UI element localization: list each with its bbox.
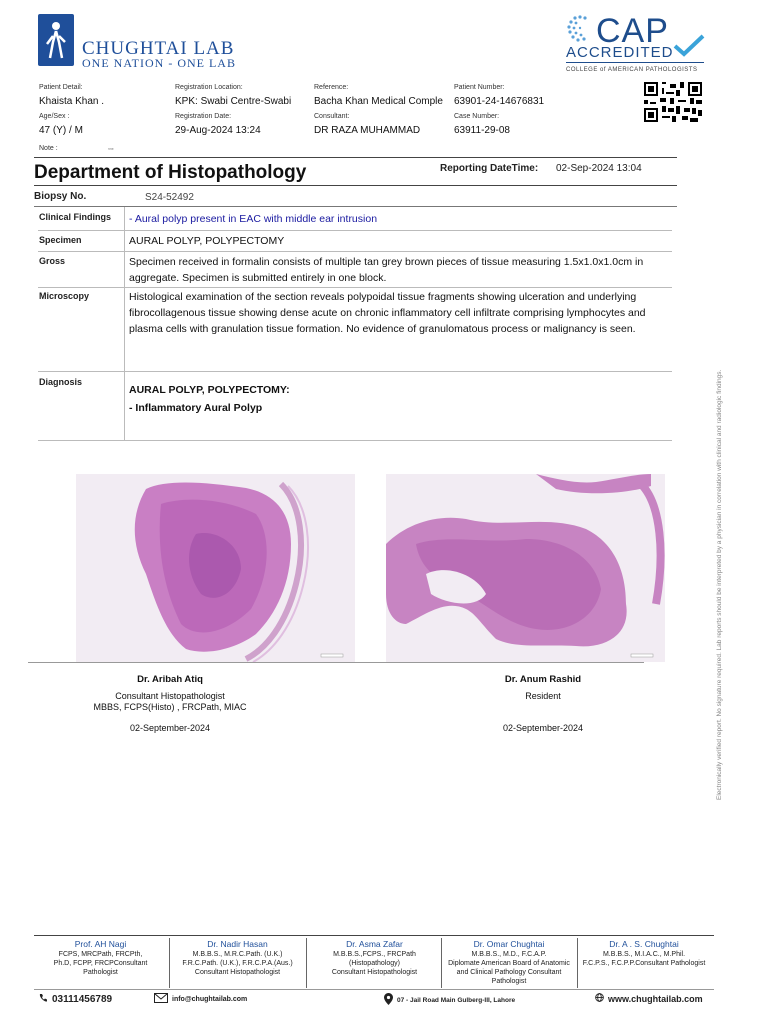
contact-email[interactable] xyxy=(154,993,247,1005)
diagnosis-line-2: - Inflammatory Aural Polyp xyxy=(129,402,263,414)
regloc-value: KPK: Swabi Centre-Swabi xyxy=(175,96,292,107)
diagnosis-label: Diagnosis xyxy=(39,377,83,387)
mail-icon xyxy=(154,993,168,1005)
cap-accredited: ACCREDITED xyxy=(566,44,674,61)
cap-college: COLLEGE of AMERICAN PATHOLOGISTS xyxy=(566,67,698,73)
specimen-label: Specimen xyxy=(39,235,82,245)
diagnosis-line-1: AURAL POLYP, POLYPECTOMY: xyxy=(129,384,290,396)
row-divider xyxy=(38,251,672,252)
table-column-divider xyxy=(124,207,125,440)
footer-doctor-name: Dr. Omar Chughtai xyxy=(473,939,545,949)
microscopy-label: Microscopy xyxy=(39,291,90,301)
email-address: info@chughtailab.com xyxy=(172,995,248,1003)
contact-website[interactable] xyxy=(595,993,703,1004)
patient-name: Khaista Khan . xyxy=(39,96,105,107)
checkmark-icon xyxy=(672,34,706,63)
regdate-value: 29-Aug-2024 13:24 xyxy=(175,125,261,136)
reference-label: Reference: xyxy=(314,84,349,91)
footer-doctor-line: F.C.P.S., F.C.P.P.Consultant Pathologist xyxy=(582,960,706,967)
signatory-title: Resident xyxy=(525,691,561,701)
consultant-value: DR RAZA MUHAMMAD xyxy=(314,125,421,136)
microscopy-value: Histological examination of the section reveals polypoidal tissue fragments showing ulceration and underlying fibrocollagenous tissue showing dense acute on chronic inflammatory cell infiltrate comprising lymphocytes and plasma cells with granulation tissue formation. No evidence of granulomatous process or malignancy is seen. xyxy=(129,291,646,335)
signatory-name: Dr. Anum Rashid xyxy=(504,674,582,685)
signature-block-1 xyxy=(70,674,270,734)
footer-doctor-line: FCPS, MRCPath, FRCPth, xyxy=(58,951,143,958)
footer-doctor-name: Dr. Asma Zafar xyxy=(346,939,403,949)
row-divider xyxy=(38,287,672,288)
location-pin-icon xyxy=(384,993,393,1007)
address-text: 07 - Jail Road Main Gulberg-III, Lahore xyxy=(397,996,516,1004)
globe-icon xyxy=(595,993,604,1004)
micrograph-image-2 xyxy=(386,474,665,662)
footer-doctor-name: Dr. Nadir Hasan xyxy=(207,939,268,949)
signatory-date: 02-September-2024 xyxy=(502,723,584,733)
footer-doctor xyxy=(307,940,442,977)
clinical-label: Clinical Findings xyxy=(39,212,112,222)
footer-doctor-line: Pathologist xyxy=(491,978,527,985)
cap-logo-icon xyxy=(566,14,594,47)
footer-doctor-line: Ph.D, FCPP, FRCPConsultant xyxy=(53,960,148,967)
row-divider xyxy=(38,230,672,231)
footer-doctor-line: M.B.B.S., M.R.C.Path. (U.K.) xyxy=(192,951,283,958)
cap-title: CAP xyxy=(596,12,669,50)
lab-tagline: ONE NATION - ONE LAB xyxy=(82,56,236,70)
department-divider xyxy=(34,185,677,186)
footer-doctor-line: (Histopathology) xyxy=(349,960,400,967)
regdate-label: Registration Date: xyxy=(175,113,232,120)
verification-note: Electronically verified report. No signature required. Lab reports should be interpreted by a physician in correlation with clinical and radiologic findings. xyxy=(716,369,723,800)
signatory-qualifications: MBBS, FCPS(Histo) , FRCPath, MIAC xyxy=(93,702,247,712)
footer-doctor-line: M.B.B.S., M.I.A.C., M.Phil. xyxy=(602,951,686,958)
contact-phone[interactable] xyxy=(38,993,112,1005)
note-label: Note : xyxy=(39,145,58,152)
footer-doctor-line: F.R.C.Path. (U.K.), F.R.C.P.A.(Aus.) xyxy=(182,960,293,967)
contact-address xyxy=(384,993,515,1007)
footer-doctor xyxy=(576,940,712,968)
footer-doctor-name: Dr. A . S. Chughtai xyxy=(609,939,679,949)
qr-code-icon xyxy=(644,82,702,127)
footer-bottom-divider xyxy=(34,989,714,990)
lab-logo xyxy=(38,14,74,66)
micrograph-image-1 xyxy=(76,474,355,662)
note-value: ,,, xyxy=(108,144,114,151)
department-title: Department of Histopathology xyxy=(34,162,307,183)
row-divider xyxy=(38,440,672,441)
header-divider xyxy=(34,157,677,158)
footer-doctor-line: M.B.B.S., M.D., F.C.A.P. xyxy=(471,951,547,958)
biopsy-label: Biopsy No. xyxy=(34,191,87,202)
reporting-datetime-label: Reporting DateTime: xyxy=(440,163,539,174)
patient-number-label: Patient Number: xyxy=(454,84,505,91)
phone-number: 03111456789 xyxy=(52,993,113,1005)
consultant-label: Consultant: xyxy=(314,113,350,120)
lab-name: CHUGHTAI LAB xyxy=(82,38,235,59)
footer-doctor-line: M.B.B.S.,FCPS., FRCPath xyxy=(333,951,416,958)
footer-doctor-line: Pathologist xyxy=(83,969,118,976)
patient-detail-label: Patient Detail: xyxy=(39,84,83,91)
footer-doctor-line: Consultant Histopathologist xyxy=(331,969,418,976)
signatory-date: 02-September-2024 xyxy=(129,723,211,733)
footer-doctor-name: Prof. AH Nagi xyxy=(74,939,127,949)
signatory-qualifications xyxy=(443,702,643,713)
signature-divider xyxy=(28,662,644,663)
footer-doctor-line: Diplomate American Board of Anatomic xyxy=(448,960,570,967)
signatory-title: Consultant Histopathologist xyxy=(115,691,225,701)
regloc-label: Registration Location: xyxy=(175,84,243,91)
website-url: www.chughtailab.com xyxy=(608,993,703,1004)
footer-top-divider xyxy=(34,935,714,936)
gross-value: Specimen received in formalin consists of multiple tan grey brown pieces of tissue measuring 1.5x1.0x1.0cm in aggregate. Specimen is submitted entirely in one block. xyxy=(129,256,644,284)
case-number-label: Case Number: xyxy=(454,113,500,120)
cap-divider xyxy=(566,62,704,63)
footer-doctor-line: and Clinical Pathology Consultant xyxy=(456,969,562,976)
footer-doctor xyxy=(170,940,305,977)
reporting-datetime-value: 02-Sep-2024 13:04 xyxy=(556,163,642,174)
signature-block-2 xyxy=(443,674,643,734)
specimen-value: AURAL POLYP, POLYPECTOMY xyxy=(129,235,285,247)
signatory-name: Dr. Aribah Atiq xyxy=(137,674,203,685)
row-divider xyxy=(38,371,672,372)
footer-doctor xyxy=(440,940,578,986)
agesex-value: 47 (Y) / M xyxy=(39,125,83,136)
biopsy-value: S24-52492 xyxy=(145,192,194,203)
gross-label: Gross xyxy=(39,256,66,266)
biopsy-divider xyxy=(34,206,677,207)
patient-number-value: 63901-24-14676831 xyxy=(454,96,545,107)
phone-icon xyxy=(38,993,48,1005)
agesex-label: Age/Sex : xyxy=(39,113,70,120)
footer-doctor-line: Consultant Histopathologist xyxy=(194,969,281,976)
clinical-value: - Aural polyp present in EAC with middle ear intrusion xyxy=(129,213,378,225)
footer-doctor xyxy=(33,940,168,977)
case-number-value: 63911-29-08 xyxy=(454,125,510,136)
reference-value: Bacha Khan Medical Comple xyxy=(314,96,443,107)
